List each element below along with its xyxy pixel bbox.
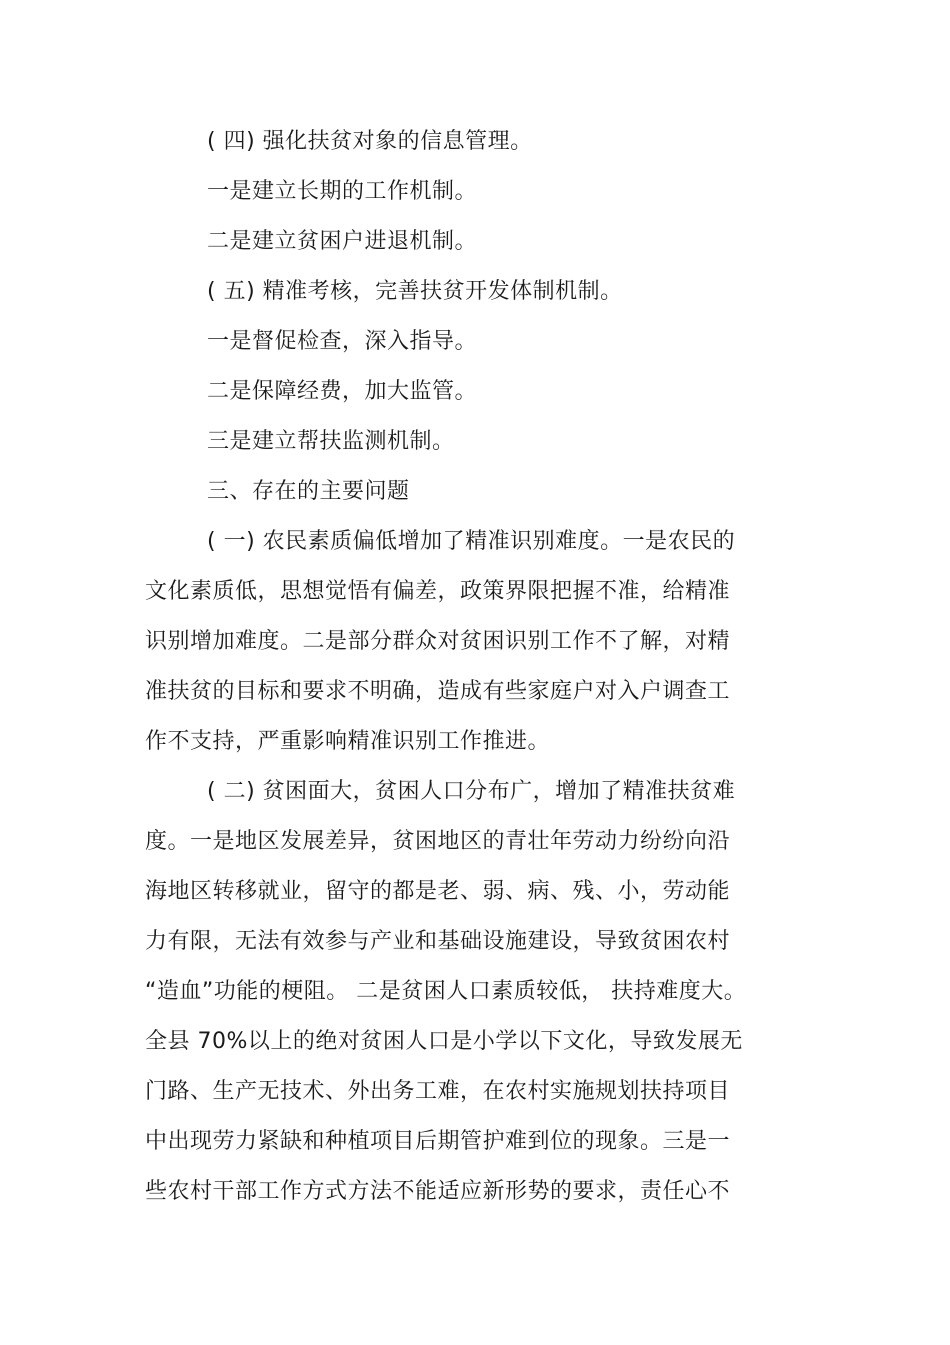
paragraph-line: 门路、生产无技术、外出务工难，在农村实施规划扶持项目 [145,1079,731,1104]
paragraph-line: 文化素质低，思想觉悟有偏差，政策界限把握不准，给精准 [145,579,731,604]
paragraph-line: 一是督促检查，深入指导。 [207,329,478,354]
paragraph-line: 海地区转移就业，留守的都是老、弱、病、残、小，劳动能 [145,879,731,904]
paragraph-line: “造血”功能的梗阻。 二是贫困人口素质较低， 扶持难度大。 [145,979,747,1004]
paragraph-line: 度。一是地区发展差异，贫困地区的青壮年劳动力纷纷向沿 [145,829,731,854]
paragraph-line: ( 一) 农民素质偏低增加了精准识别难度。一是农民的 [207,529,736,554]
paragraph-line: 准扶贫的目标和要求不明确，造成有些家庭户对入户调查工 [145,679,731,704]
section-heading-3: 三、存在的主要问题 [207,479,410,504]
paragraph-line: 一是建立长期的工作机制。 [207,179,478,204]
paragraph-line: 识别增加难度。二是部分群众对贫困识别工作不了解，对精 [145,629,731,654]
paragraph-line: 些农村干部工作方式方法不能适应新形势的要求，责任心不 [145,1179,731,1204]
subheading-4: ( 四) 强化扶贫对象的信息管理。 [207,129,533,154]
paragraph-line: 中出现劳力紧缺和种植项目后期管护难到位的现象。三是一 [145,1129,731,1154]
paragraph-line: 二是保障经费，加大监管。 [207,379,478,404]
paragraph-line: 二是建立贫困户进退机制。 [207,229,478,254]
subheading-5: ( 五) 精准考核，完善扶贫开发体制机制。 [207,279,623,304]
paragraph-line: 力有限，无法有效参与产业和基础设施建设，导致贫困农村 [145,929,731,954]
paragraph-line: ( 二) 贫困面大，贫困人口分布广，增加了精准扶贫难 [207,779,736,804]
paragraph-line: 作不支持，严重影响精准识别工作推进。 [145,729,551,754]
paragraph-line: 三是建立帮扶监测机制。 [207,429,455,454]
paragraph-line: 全县 70%以上的绝对贫困人口是小学以下文化，导致发展无 [145,1029,743,1054]
